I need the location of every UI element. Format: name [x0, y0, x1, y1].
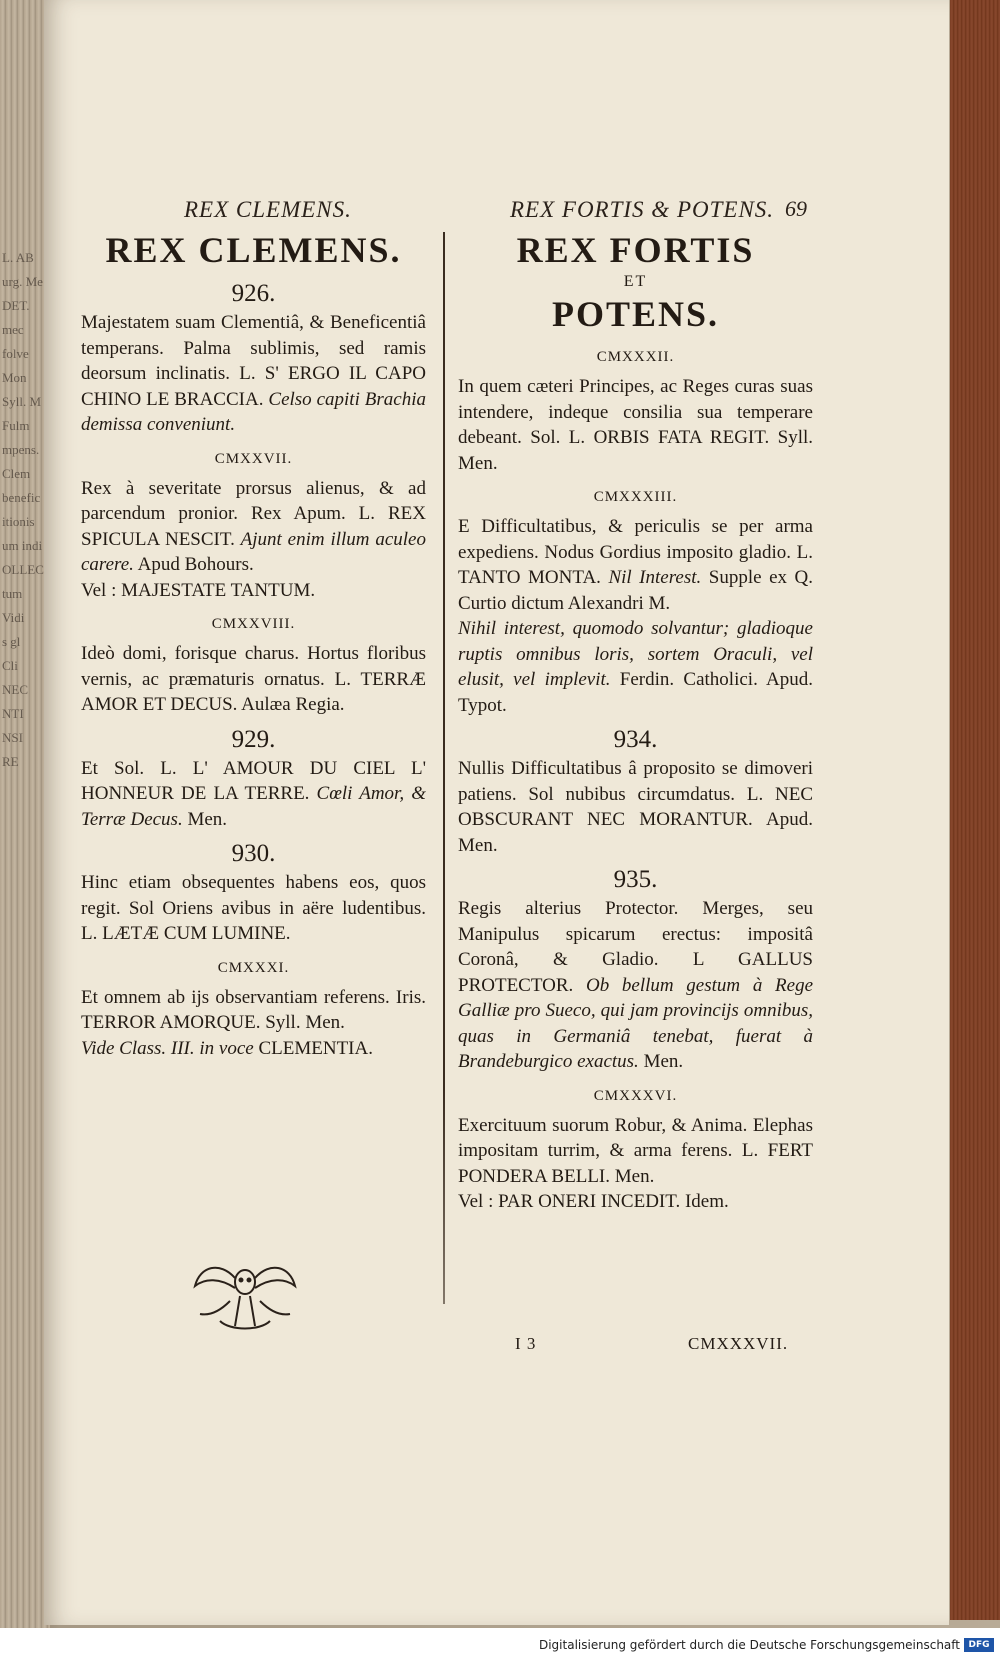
- entry-number: 934.: [613, 726, 658, 753]
- previous-page-text: NTI: [2, 706, 24, 721]
- section-title-et: ET: [623, 273, 648, 290]
- previous-page-text: Vidi: [2, 610, 25, 625]
- previous-page-text: NSI: [2, 730, 23, 745]
- emblem-entry: [458, 1189, 813, 1215]
- entry-number: CMXXXI.: [217, 959, 290, 976]
- emblem-entry: [81, 870, 426, 947]
- entry-text: Et Sol. L. L' AMOUR DU CIEL L' HONNEUR DE LA TERRE.: [81, 757, 426, 804]
- entry-source: Supple ex Q. Curtio dictum Alexandri M.: [458, 567, 813, 614]
- entry-text: Nullis Difficultatibus â proposito se dimoveri patiens. Sol nubibus circumdatus. L. NEC OBSCURANT NEC MORANTUR. Apud. Men.: [458, 758, 813, 856]
- entry-italic: Cœli Amor, & Terræ Decus.: [81, 783, 426, 830]
- entry-italic: Ajunt enim illum aculeo carere.: [81, 528, 426, 575]
- entry-text: Vel : MAJESTATE TANTUM.: [81, 579, 316, 601]
- previous-page-text: Fulm: [2, 418, 30, 433]
- dfg-logo: DFG: [964, 1638, 994, 1652]
- emblem-entry: [81, 985, 426, 1036]
- previous-page-text: um indi: [2, 538, 43, 553]
- section-title-clemens: REX CLEMENS.: [105, 230, 402, 270]
- emblem-entry: [81, 641, 426, 718]
- entry-italic: Ob bellum gestum à Rege Galliæ pro Sueco, qui jam provincijs omnibus, quas in Germaniâ tenebat, fuerat à Brandeburgico exactus.: [458, 974, 814, 1072]
- previous-page-text: mpens.: [2, 442, 40, 457]
- emblem-entry: [458, 374, 813, 476]
- entry-source: Men.: [643, 1051, 684, 1072]
- section-title-fortis: REX FORTIS: [516, 230, 755, 270]
- previous-page-text: mec: [2, 322, 24, 337]
- emblem-entry: [81, 1036, 426, 1062]
- previous-page-text: Cli: [2, 658, 18, 673]
- funding-notice: Digitalisierung gefördert durch die Deutsche Forschungsgemeinschaft: [538, 1638, 960, 1652]
- entry-number: 929.: [231, 725, 276, 753]
- previous-page-text: OLLEC: [2, 562, 44, 577]
- emblem-entry: [81, 578, 426, 604]
- previous-page-text: urg. Me: [2, 274, 43, 289]
- previous-page-text: Syll. M: [2, 394, 42, 409]
- previous-page-fragment: [2, 250, 44, 1400]
- entry-text: Exercituum suorum Robur, & Anima. Elephas impositam turrim, & arma ferens. L. FERT PONDERA BELLI. Men.: [458, 1114, 813, 1187]
- emblem-entry: [458, 514, 813, 616]
- running-header-right: REX FORTIS & POTENS.: [510, 197, 775, 222]
- previous-page-text: RE: [2, 754, 19, 769]
- signature-mark: I 3: [515, 1334, 537, 1353]
- previous-page-text: NEC: [2, 682, 28, 697]
- entry-italic: Nihil interest, quomodo solvantur; gladioque ruptis omnibus loris, sortem Oraculi, vel elusit, vel implevit.: [458, 618, 813, 690]
- emblem-entry: [81, 310, 426, 438]
- emblem-entry: [81, 476, 426, 578]
- entry-number: 930.: [231, 840, 276, 867]
- entry-text: Et omnem ab ijs observantiam referens. Iris. TERROR AMORQUE. Syll. Men.: [81, 986, 426, 1033]
- entry-text: Ideò domi, forisque charus. Hortus floribus vernis, ac præmaturis ornatus. L. TERRÆ AMOR ET DECUS. Aulæa Regia.: [81, 643, 426, 715]
- entry-number: CMXXXVI.: [593, 1087, 678, 1104]
- entry-source: Ferdin. Catholici. Apud. Typot.: [458, 669, 813, 716]
- entry-source: Apud Bohours.: [137, 554, 254, 575]
- left-column: [81, 228, 426, 1061]
- entry-italic: Nil Interest.: [608, 567, 702, 588]
- entry-text: Hinc etiam obsequentes habens eos, quos regit. Sol Oriens avibus in aëre ludentibus. L. LÆTÆ CUM LUMINE.: [81, 872, 426, 944]
- previous-page-text: Mon: [2, 370, 27, 385]
- emblem-entry: [458, 896, 813, 1075]
- running-header-left: REX CLEMENS.: [184, 197, 352, 222]
- entry-italic: Celso capiti Brachia demissa conveniunt.: [81, 388, 427, 435]
- previous-page-text: folve: [2, 346, 29, 361]
- entry-source: Men.: [187, 808, 228, 830]
- printer-ornament: [190, 1256, 300, 1336]
- entry-text: Regis alterius Protector. Merges, seu Manipulus spicarum erectus: impositâ Coronâ, & Gladio. L GALLUS PROTECTOR.: [458, 898, 813, 996]
- entry-number: 935.: [613, 866, 658, 893]
- catchword: CMXXXVII.: [688, 1334, 789, 1353]
- right-column: [458, 228, 813, 1215]
- entry-number: CMXXXIII.: [593, 489, 678, 505]
- entry-text: E Difficultatibus, & periculis se per arma expediens. Nodus Gordius imposito gladio. L. TANTO MONTA.: [458, 516, 813, 588]
- previous-page-text: tum: [2, 586, 23, 601]
- previous-page-text: benefic: [2, 490, 41, 505]
- entry-text: Rex à severitate prorsus alienus, & ad parcendum pronior. Rex Apum. L. REX SPICULA NESCIT.: [81, 477, 426, 550]
- entry-number: CMXXXII.: [596, 349, 675, 365]
- previous-page-text: s gl: [2, 634, 21, 649]
- section-title-potens: POTENS.: [551, 294, 720, 334]
- entry-text: In quem cæteri Principes, ac Reges curas suas intendere, indeque consilia sua temperare debeant. Sol. L. ORBIS FATA REGIT. Syll. Men.: [458, 376, 813, 474]
- entry-italic: Vide Class. III. in voce: [81, 1037, 254, 1059]
- emblem-entry: [458, 756, 813, 858]
- entry-source: CLEMENTIA.: [258, 1037, 373, 1059]
- emblem-entry: [458, 1113, 813, 1190]
- previous-page-text: Clem: [2, 466, 31, 481]
- entry-text: Vel : PAR ONERI INCEDIT. Idem.: [458, 1191, 729, 1212]
- previous-page-text: L. AB: [2, 250, 34, 265]
- column-divider: [443, 232, 445, 1304]
- page-number: 69: [785, 196, 807, 221]
- emblem-entry: [458, 616, 813, 718]
- entry-number: CMXXVIII.: [211, 616, 296, 632]
- entry-text: Majestatem suam Clementiâ, & Beneficentiâ temperans. Palma sublimis, sed ramis deorsum inclinatis. L. S' ERGO IL CAPO CHINO LE BRACCIA.: [81, 312, 426, 410]
- previous-page-text: itionis: [2, 514, 35, 529]
- entry-number: 926.: [231, 280, 276, 307]
- previous-page-text: DET.: [2, 298, 30, 313]
- entry-number: CMXXVII.: [214, 450, 293, 467]
- emblem-entry: [81, 756, 426, 833]
- book-fore-edge: [950, 0, 1000, 1620]
